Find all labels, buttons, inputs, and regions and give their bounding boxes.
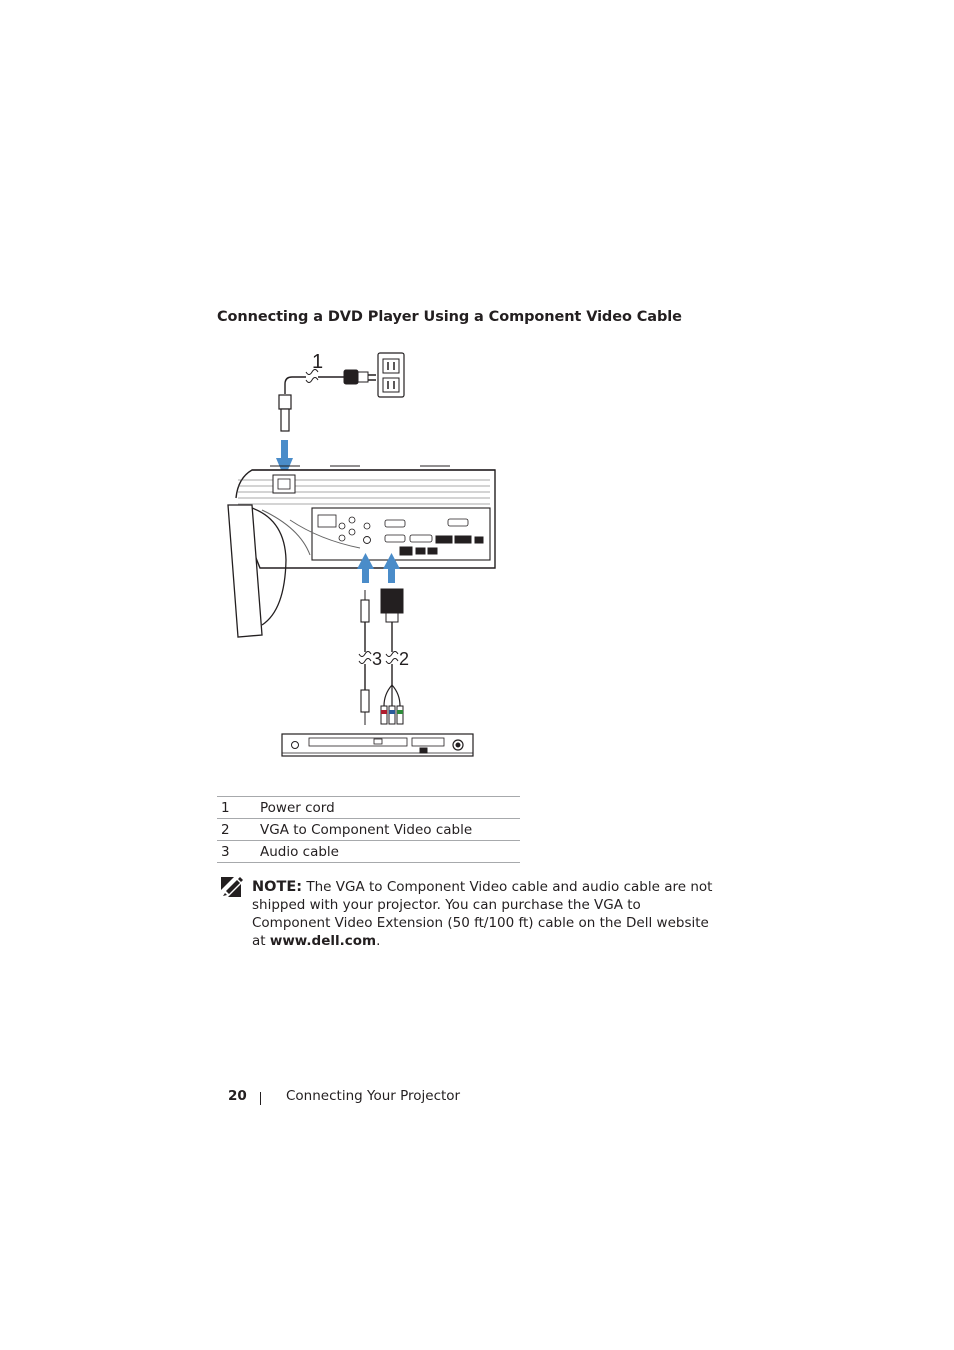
section-heading: Connecting a DVD Player Using a Component Video Cable: [217, 309, 682, 325]
legend-label: Audio cable: [260, 841, 520, 863]
legend-row: [217, 797, 520, 819]
dvd-player: [282, 734, 473, 756]
legend-row: [217, 841, 520, 863]
legend-row: [217, 819, 520, 841]
callout-3: 3: [372, 649, 383, 669]
note-label: NOTE:: [252, 879, 303, 895]
note-pencil-icon: [221, 877, 243, 897]
legend-table: [217, 796, 520, 863]
note-text: [252, 878, 722, 950]
legend-label: Power cord: [260, 797, 520, 819]
note-body: The VGA to Component Video cable and audio cable are not shipped with your projector. You can purchase the VGA to Component Video Extension (50 ft/100 ft) cable on the Dell website at: [252, 879, 713, 949]
legend-number: 1: [217, 797, 260, 819]
legend-label: VGA to Component Video cable: [260, 819, 520, 841]
wall-outlet-icon: [378, 353, 404, 397]
audio-cable: [359, 590, 371, 725]
footer-section-title: Connecting Your Projector: [286, 1088, 461, 1104]
page-number: 20: [228, 1088, 247, 1104]
dell-website-link[interactable]: www.dell.com: [269, 933, 377, 949]
footer-divider: [260, 1092, 261, 1105]
power-cord: [279, 370, 376, 432]
legend-number: 2: [217, 819, 260, 841]
legend-number: 3: [217, 841, 260, 863]
note-end: .: [376, 933, 381, 949]
callout-2: 2: [399, 649, 410, 669]
callout-1: 1: [312, 351, 324, 373]
